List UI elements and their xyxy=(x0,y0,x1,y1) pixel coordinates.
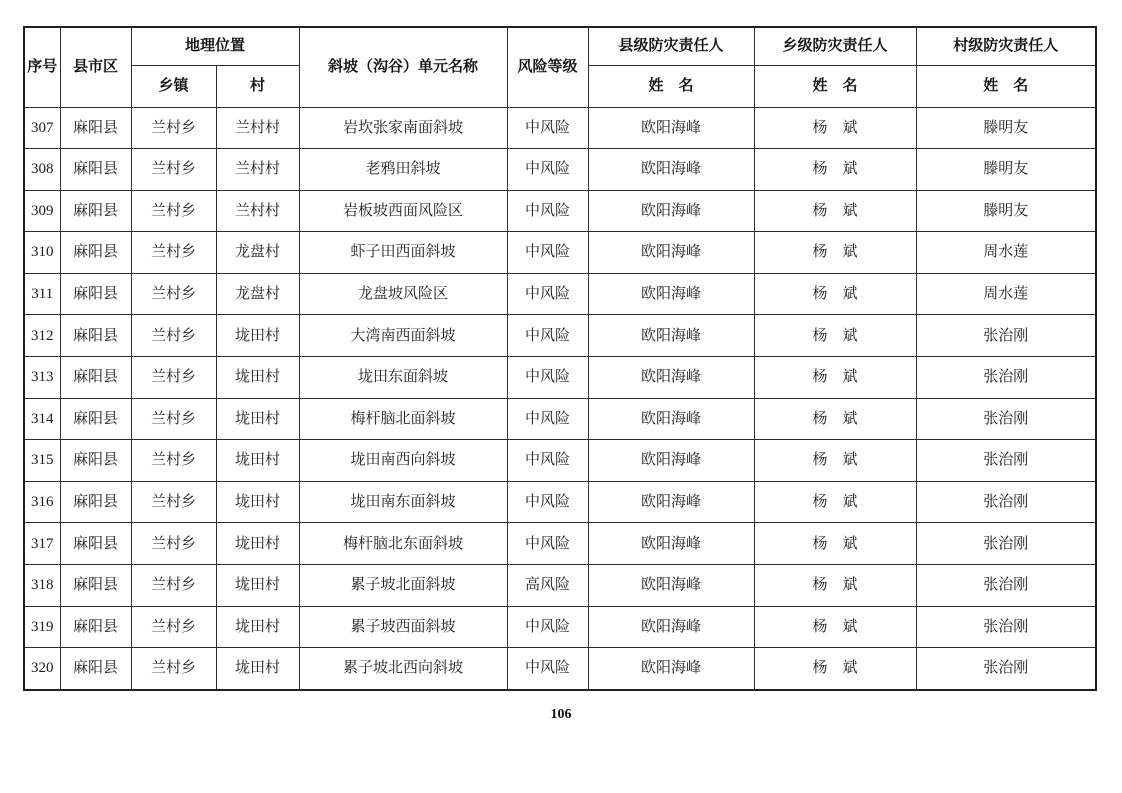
cell-township-person: 杨 斌 xyxy=(754,565,916,607)
cell-village-person: 张治刚 xyxy=(916,648,1096,690)
cell-township-person: 杨 斌 xyxy=(754,648,916,690)
cell-township: 兰村乡 xyxy=(131,398,216,440)
table-row xyxy=(24,232,1096,274)
header-county-person-name: 姓 名 xyxy=(588,65,754,107)
table-body xyxy=(24,107,1096,690)
cell-seq: 311 xyxy=(24,273,60,315)
cell-township: 兰村乡 xyxy=(131,315,216,357)
cell-township-person: 杨 斌 xyxy=(754,232,916,274)
cell-unit: 虾子田西面斜坡 xyxy=(299,232,507,274)
cell-unit: 垅田南西向斜坡 xyxy=(299,440,507,482)
cell-township-person: 杨 斌 xyxy=(754,357,916,399)
cell-county: 麻阳县 xyxy=(60,315,131,357)
header-village-person-name: 姓 名 xyxy=(916,65,1096,107)
cell-village: 垅田村 xyxy=(216,481,299,523)
cell-village: 垅田村 xyxy=(216,523,299,565)
cell-risk: 中风险 xyxy=(507,648,588,690)
cell-village-person: 张治刚 xyxy=(916,398,1096,440)
cell-risk: 中风险 xyxy=(507,190,588,232)
cell-seq: 310 xyxy=(24,232,60,274)
cell-township: 兰村乡 xyxy=(131,606,216,648)
cell-county: 麻阳县 xyxy=(60,149,131,191)
cell-township: 兰村乡 xyxy=(131,357,216,399)
cell-seq: 319 xyxy=(24,606,60,648)
cell-county: 麻阳县 xyxy=(60,481,131,523)
table-row xyxy=(24,648,1096,690)
cell-county: 麻阳县 xyxy=(60,606,131,648)
header-village-person-group: 村级防灾责任人 xyxy=(916,27,1096,65)
cell-risk: 中风险 xyxy=(507,440,588,482)
header-unit-name: 斜坡（沟谷）单元名称 xyxy=(299,27,507,107)
cell-village-person: 滕明友 xyxy=(916,107,1096,149)
cell-risk: 中风险 xyxy=(507,481,588,523)
cell-unit: 梅杆脑北面斜坡 xyxy=(299,398,507,440)
cell-county-person: 欧阳海峰 xyxy=(588,190,754,232)
cell-seq: 312 xyxy=(24,315,60,357)
cell-township: 兰村乡 xyxy=(131,523,216,565)
cell-village: 兰村村 xyxy=(216,190,299,232)
cell-township-person: 杨 斌 xyxy=(754,606,916,648)
cell-county-person: 欧阳海峰 xyxy=(588,357,754,399)
cell-seq: 313 xyxy=(24,357,60,399)
cell-county: 麻阳县 xyxy=(60,190,131,232)
cell-county-person: 欧阳海峰 xyxy=(588,606,754,648)
table-row xyxy=(24,440,1096,482)
cell-township-person: 杨 斌 xyxy=(754,523,916,565)
cell-seq: 320 xyxy=(24,648,60,690)
table-header xyxy=(24,27,1096,107)
cell-village-person: 周水莲 xyxy=(916,273,1096,315)
cell-village: 龙盘村 xyxy=(216,273,299,315)
cell-village-person: 周水莲 xyxy=(916,232,1096,274)
cell-township: 兰村乡 xyxy=(131,481,216,523)
table-row xyxy=(24,190,1096,232)
page-number: 106 xyxy=(550,707,572,722)
cell-risk: 中风险 xyxy=(507,357,588,399)
cell-unit: 累子坡北西向斜坡 xyxy=(299,648,507,690)
cell-township-person: 杨 斌 xyxy=(754,273,916,315)
cell-risk: 中风险 xyxy=(507,315,588,357)
cell-risk: 中风险 xyxy=(507,107,588,149)
cell-village: 兰村村 xyxy=(216,107,299,149)
cell-township-person: 杨 斌 xyxy=(754,398,916,440)
cell-village-person: 张治刚 xyxy=(916,606,1096,648)
cell-risk: 中风险 xyxy=(507,523,588,565)
header-township: 乡镇 xyxy=(131,65,216,107)
cell-village-person: 滕明友 xyxy=(916,149,1096,191)
cell-township: 兰村乡 xyxy=(131,190,216,232)
cell-risk: 高风险 xyxy=(507,565,588,607)
cell-county-person: 欧阳海峰 xyxy=(588,273,754,315)
cell-county: 麻阳县 xyxy=(60,357,131,399)
cell-risk: 中风险 xyxy=(507,398,588,440)
cell-township: 兰村乡 xyxy=(131,232,216,274)
cell-county: 麻阳县 xyxy=(60,648,131,690)
cell-township-person: 杨 斌 xyxy=(754,440,916,482)
cell-unit: 岩坎张家南面斜坡 xyxy=(299,107,507,149)
cell-county: 麻阳县 xyxy=(60,107,131,149)
cell-seq: 309 xyxy=(24,190,60,232)
cell-county: 麻阳县 xyxy=(60,273,131,315)
cell-county-person: 欧阳海峰 xyxy=(588,648,754,690)
cell-township: 兰村乡 xyxy=(131,440,216,482)
header-seq: 序号 xyxy=(24,27,60,107)
cell-village-person: 张治刚 xyxy=(916,565,1096,607)
table-row xyxy=(24,357,1096,399)
table-row xyxy=(24,606,1096,648)
cell-township: 兰村乡 xyxy=(131,107,216,149)
table-row xyxy=(24,565,1096,607)
cell-risk: 中风险 xyxy=(507,149,588,191)
header-township-person-group: 乡级防灾责任人 xyxy=(754,27,916,65)
cell-village: 垅田村 xyxy=(216,357,299,399)
cell-county-person: 欧阳海峰 xyxy=(588,481,754,523)
cell-seq: 316 xyxy=(24,481,60,523)
cell-village: 龙盘村 xyxy=(216,232,299,274)
header-township-person-name: 姓 名 xyxy=(754,65,916,107)
cell-unit: 梅杆脑北东面斜坡 xyxy=(299,523,507,565)
cell-risk: 中风险 xyxy=(507,232,588,274)
header-county-person-group: 县级防灾责任人 xyxy=(588,27,754,65)
cell-seq: 315 xyxy=(24,440,60,482)
cell-seq: 307 xyxy=(24,107,60,149)
cell-village: 垅田村 xyxy=(216,648,299,690)
cell-township: 兰村乡 xyxy=(131,149,216,191)
table-row xyxy=(24,398,1096,440)
cell-county-person: 欧阳海峰 xyxy=(588,523,754,565)
cell-risk: 中风险 xyxy=(507,273,588,315)
cell-township-person: 杨 斌 xyxy=(754,107,916,149)
cell-village-person: 张治刚 xyxy=(916,315,1096,357)
cell-seq: 314 xyxy=(24,398,60,440)
cell-village-person: 张治刚 xyxy=(916,440,1096,482)
cell-county-person: 欧阳海峰 xyxy=(588,107,754,149)
cell-township-person: 杨 斌 xyxy=(754,190,916,232)
cell-county-person: 欧阳海峰 xyxy=(588,315,754,357)
header-risk-level: 风险等级 xyxy=(507,27,588,107)
table-row xyxy=(24,149,1096,191)
table-row xyxy=(24,481,1096,523)
table-row xyxy=(24,315,1096,357)
cell-county-person: 欧阳海峰 xyxy=(588,565,754,607)
table-row xyxy=(24,107,1096,149)
cell-unit: 大湾南西面斜坡 xyxy=(299,315,507,357)
cell-unit: 累子坡北面斜坡 xyxy=(299,565,507,607)
cell-county-person: 欧阳海峰 xyxy=(588,398,754,440)
cell-village: 垅田村 xyxy=(216,440,299,482)
cell-township-person: 杨 斌 xyxy=(754,481,916,523)
header-row-top xyxy=(24,27,1096,65)
cell-risk: 中风险 xyxy=(507,606,588,648)
cell-village: 垅田村 xyxy=(216,398,299,440)
cell-county-person: 欧阳海峰 xyxy=(588,149,754,191)
cell-village-person: 张治刚 xyxy=(916,523,1096,565)
cell-township-person: 杨 斌 xyxy=(754,315,916,357)
cell-township-person: 杨 斌 xyxy=(754,149,916,191)
cell-seq: 318 xyxy=(24,565,60,607)
header-village: 村 xyxy=(216,65,299,107)
cell-unit: 老鸦田斜坡 xyxy=(299,149,507,191)
cell-seq: 308 xyxy=(24,149,60,191)
cell-township: 兰村乡 xyxy=(131,565,216,607)
cell-unit: 垅田南东面斜坡 xyxy=(299,481,507,523)
header-location-group: 地理位置 xyxy=(131,27,299,65)
cell-county: 麻阳县 xyxy=(60,565,131,607)
cell-seq: 317 xyxy=(24,523,60,565)
cell-county-person: 欧阳海峰 xyxy=(588,440,754,482)
cell-county: 麻阳县 xyxy=(60,398,131,440)
cell-village: 垅田村 xyxy=(216,315,299,357)
cell-county-person: 欧阳海峰 xyxy=(588,232,754,274)
cell-county: 麻阳县 xyxy=(60,523,131,565)
cell-village-person: 张治刚 xyxy=(916,481,1096,523)
header-county: 县市区 xyxy=(60,27,131,107)
cell-township: 兰村乡 xyxy=(131,273,216,315)
risk-responsibility-table xyxy=(23,26,1097,691)
cell-unit: 累子坡西面斜坡 xyxy=(299,606,507,648)
cell-village-person: 滕明友 xyxy=(916,190,1096,232)
table-row xyxy=(24,273,1096,315)
cell-village: 垅田村 xyxy=(216,606,299,648)
cell-unit: 龙盘坡风险区 xyxy=(299,273,507,315)
cell-unit: 垅田东面斜坡 xyxy=(299,357,507,399)
cell-unit: 岩板坡西面风险区 xyxy=(299,190,507,232)
cell-county: 麻阳县 xyxy=(60,440,131,482)
cell-county: 麻阳县 xyxy=(60,232,131,274)
cell-village: 兰村村 xyxy=(216,149,299,191)
cell-village: 垅田村 xyxy=(216,565,299,607)
table-row xyxy=(24,523,1096,565)
cell-township: 兰村乡 xyxy=(131,648,216,690)
cell-village-person: 张治刚 xyxy=(916,357,1096,399)
